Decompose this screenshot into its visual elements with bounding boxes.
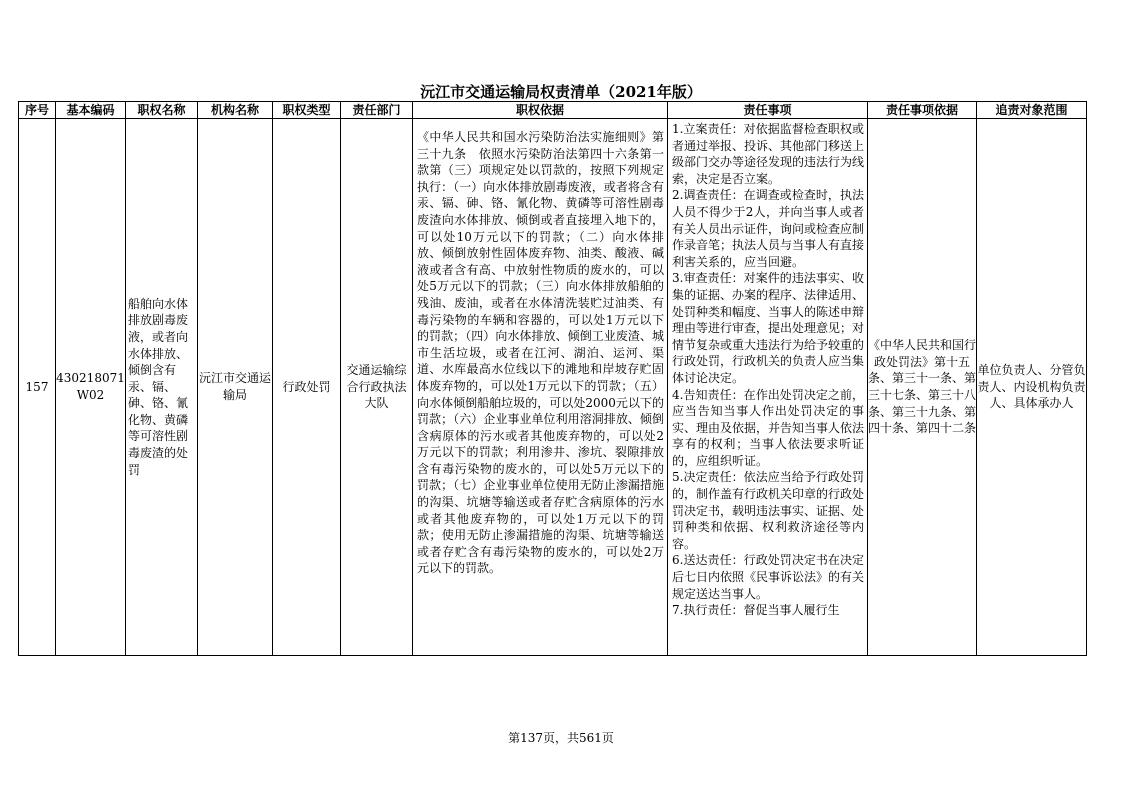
cell-power-name: 船舶向水体排放剧毒废液，或者向水体排放、倾倒含有汞、镉、砷、铬、氰化物、黄磷等可溶性剧毒废渣的处罚: [126, 119, 198, 656]
cell-duties: [668, 119, 868, 656]
header-accountability: 追责对象范围: [977, 102, 1087, 119]
cell-dept: 交通运输综合行政执法大队: [341, 119, 413, 656]
page-title: 沅江市交通运输局权责清单（2021年版）: [420, 83, 702, 101]
page-number: 第137页，共561页: [508, 731, 614, 745]
duty-item-2: 2.调查责任：在调查或检查时，执法人员不得少于2人，并向当事人或者有关人员出示证件，询问或检查应制作录音笔；执法人员与当事人有直接利害关系的，应当回避。: [672, 188, 864, 269]
table-header-row: [19, 102, 1087, 119]
duty-item-3: 3.审查责任：对案件的违法事实、收集的证据、办案的程序、法律适用、处罚种类和幅度、当事人的陈述申辩理由等进行审查，提出处理意见；对情节复杂或重大违法行为给予较重的行政处罚，行政机关的负责人应当集体讨论决定。: [672, 271, 864, 385]
duty-item-5: 5.决定责任：依法应当给予行政处罚的，制作盖有行政机关印章的行政处罚决定书，载明违法事实、证据、处罚种类和依据、权利救济途径等内容。: [672, 470, 864, 551]
header-seq: 序号: [19, 102, 56, 119]
header-duties: 责任事项: [668, 102, 868, 119]
power-list-table: [18, 101, 1087, 656]
basis-text: 《中华人民共和国水污染防治法实施细则》第三十九条 依照水污染防治法第四十六条第一款第（三）项规定处以罚款的，按照下列规定执行：（一）向水体排放剧毒废液，或者将含有汞、镉、砷、铬、氰化物、黄磷等可溶性剧毒废渣向水体排放、倾倒或者直接埋入地下的，可以处10万元以下的罚款；（二）向水体排放、倾倒放射性固体废弃物、油类、酸液、碱液或者含有高、中放射性物质的废水的，可以处5万元以下的罚款；（三）向水体排放船舶的残油、废油，或者在水体清洗装贮过油类、有毒污染物的车辆和容器的，可以处1万元以下的罚款；（四）向水体排放、倾倒工业废渣、城市生活垃圾，或者在江河、湖泊、运河、渠道、水库最高水位线以下的滩地和岸坡存贮固体废弃物的，可以处1万元以下的罚款；（五）向水体倾倒船舶垃圾的，可以处2000元以下的罚款；（六）企业事业单位利用溶洞排放、倾倒含病原体的污水或者其他废弃物的，可以处2万元以下的罚款；利用渗井、渗坑、裂隙排放含有毒污染物的废水的，可以处5万元以下的罚款；（七）企业事业单位使用无防止渗漏措施的沟渠、坑塘等输送或者存贮含病原体的污水或者其他废弃物的，可以处1万元以下的罚款；使用无防止渗漏措施的沟渠、坑塘等输送或者存贮含有毒污染物的废水的，可以处2万元以下的罚款。: [417, 130, 664, 576]
cell-accountability: 单位负责人、分管负责人、内设机构负责人、具体承办人: [977, 119, 1087, 656]
header-org-name: 机构名称: [198, 102, 273, 119]
cell-basis: [413, 119, 668, 656]
table-row: [19, 119, 1087, 656]
cell-org-name: 沅江市交通运输局: [198, 119, 273, 656]
duty-item-7: 7.执行责任：督促当事人履行生: [672, 603, 840, 618]
header-basis: 职权依据: [413, 102, 668, 119]
header-dept: 责任部门: [341, 102, 413, 119]
duties-list: [672, 121, 864, 643]
cell-duty-basis: 《中华人民共和国行政处罚法》第十五条、第三十一条、第三十七条、第三十八条、第三十九条、第四十条、第四十二条: [868, 119, 977, 656]
duty-item-4: 4.告知责任：在作出处罚决定之前，应当告知当事人作出处罚决定的事实、理由及依据，并告知当事人依法享有的权利；当事人依法要求听证的，应组织听证。: [672, 387, 864, 468]
duty-item-1: 1.立案责任：对依据监督检查职权或者通过举报、投诉、其他部门移送上级部门交办等途径发现的违法行为线索，决定是否立案。: [672, 122, 864, 186]
header-code: 基本编码: [56, 102, 126, 119]
cell-code: 430218071W02: [56, 119, 126, 656]
header-power-type: 职权类型: [273, 102, 341, 119]
header-duty-basis: 责任事项依据: [868, 102, 977, 119]
cell-power-type: 行政处罚: [273, 119, 341, 656]
duty-item-6: 6.送达责任：行政处罚决定书在决定后七日内依照《民事诉讼法》的有关规定送达当事人。: [672, 553, 864, 601]
header-power-name: 职权名称: [126, 102, 198, 119]
cell-seq: 157: [19, 119, 56, 656]
